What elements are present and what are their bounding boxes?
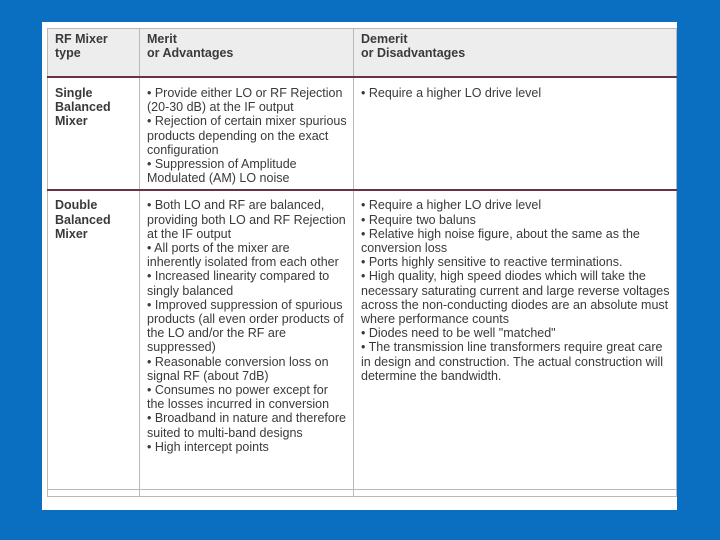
empty-cell xyxy=(140,490,354,497)
header-type xyxy=(48,29,140,78)
merits-cell xyxy=(140,77,354,190)
header-row xyxy=(48,29,677,78)
merits-cell xyxy=(140,190,354,490)
mixer-type-line: Single xyxy=(55,86,93,100)
header-type-line-2: type xyxy=(55,46,81,61)
merit-item: • Broadband in nature and therefore suited to multi-band designs xyxy=(147,411,346,440)
merit-item: • High intercept points xyxy=(147,439,269,454)
demerit-item: • Require a higher LO drive level xyxy=(361,198,542,213)
demerit-item: • High quality, high speed diodes which will take the necessary saturating current and large reverse voltages across the non-conducting diodes are an absolute must where performance counts xyxy=(361,269,670,327)
mixer-type-line: Mixer xyxy=(55,114,88,129)
merit-item: • Reasonable conversion loss on signal RF (about 7dB) xyxy=(147,354,329,383)
mixer-type-line: Double xyxy=(55,198,98,213)
merit-item: • Both LO and RF are balanced, providing both LO and RF Rejection at the IF output xyxy=(147,198,346,241)
demerit-item: • Ports highly sensitive to reactive terminations. xyxy=(361,255,623,270)
demerit-item: • The transmission line transformers require great care in design and construction. The actual construction will determine the bandwidth. xyxy=(361,340,664,383)
header-demerit xyxy=(354,29,677,78)
header-merit-line-2: or Advantages xyxy=(147,46,234,61)
demerits-cell xyxy=(354,77,677,190)
demerit-item: • Diodes need to be well "matched" xyxy=(361,326,556,341)
mixer-type-cell xyxy=(48,77,140,190)
header-demerit-line-1: Demerit xyxy=(361,32,408,46)
empty-cell xyxy=(48,490,140,497)
merit-item: • All ports of the mixer are inherently isolated from each other xyxy=(147,241,339,270)
table-row-single-balanced xyxy=(48,77,677,190)
header-demerit-line-2: or Disadvantages xyxy=(361,46,466,61)
table-row-double-balanced xyxy=(48,190,677,490)
demerits-cell xyxy=(354,190,677,490)
merit-item: • Improved suppression of spurious products (all even order products of the LO and/or the RF are suppressed) xyxy=(147,297,344,355)
mixer-comparison-table xyxy=(47,28,677,497)
merit-item: • Suppression of Amplitude Modulated (AM) LO noise xyxy=(147,157,297,186)
merit-item: • Consumes no power except for the losses incurred in conversion xyxy=(147,383,330,412)
merit-item: • Provide either LO or RF Rejection (20-30 dB) at the IF output xyxy=(147,86,343,115)
mixer-type-line: Balanced xyxy=(55,100,111,115)
mixer-type-cell xyxy=(48,190,140,490)
empty-cell xyxy=(354,490,677,497)
demerit-item: • Require a higher LO drive level xyxy=(361,86,542,100)
merit-item: • Increased linearity compared to singly balanced xyxy=(147,269,330,298)
slide-sheet xyxy=(42,22,677,510)
table-row-empty xyxy=(48,490,677,497)
demerit-item: • Require two baluns xyxy=(361,212,476,227)
header-type-line-1: RF Mixer xyxy=(55,32,108,46)
merit-item: • Rejection of certain mixer spurious products depending on the exact configuration xyxy=(147,114,347,157)
demerit-item: • Relative high noise figure, about the same as the conversion loss xyxy=(361,226,640,256)
header-merit xyxy=(140,29,354,78)
mixer-type-line: Mixer xyxy=(55,226,88,241)
mixer-type-line: Balanced xyxy=(55,212,111,227)
header-merit-line-1: Merit xyxy=(147,32,177,46)
